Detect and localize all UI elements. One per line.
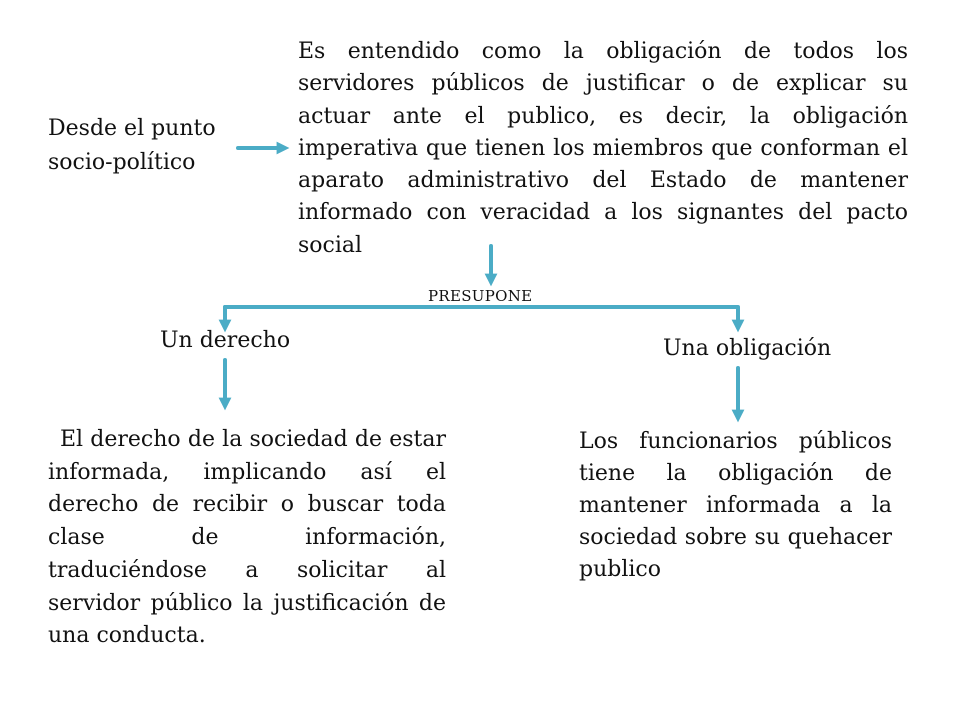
left-branch-body: El derecho de la sociedad de estar informada, implicando así el derecho de recibir o buscar toda clase de información, traduciéndose a solicitar al servidor público la justificación de una conducta. xyxy=(48,427,446,649)
branch-connector xyxy=(225,307,738,326)
left-branch-heading: Un derecho xyxy=(160,328,291,353)
definition-text: Es entendido como la obligación de todos los servidores públicos de justificar o de explicar su actuar ante el publico, es decir, la obligación imperativa que tienen los miembros que conforman el aparato administrativo del Estado de mantener informado con veracidad a los signantes del pacto social xyxy=(298,39,908,258)
connector-label: PRESUPONE xyxy=(428,287,533,305)
right-branch-heading: Una obligación xyxy=(663,336,832,361)
top-label: Desde el punto socio-político xyxy=(48,116,216,175)
right-branch-body: Los funcionarios públicos tiene la obligación de mantener informada a la sociedad sobre su quehacer publico xyxy=(579,429,892,582)
